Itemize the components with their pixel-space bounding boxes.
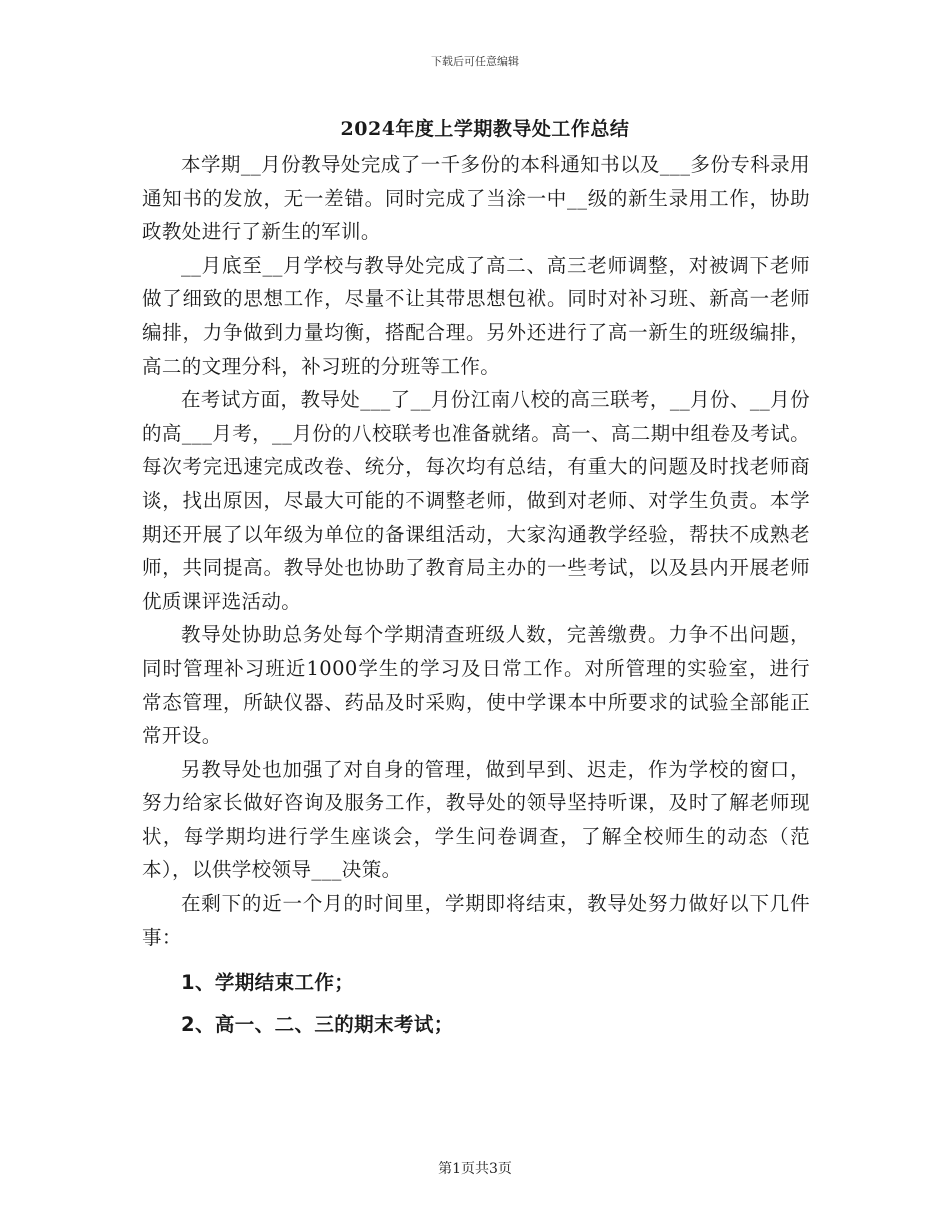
document-title: 2024年度上学期教导处工作总结: [340, 118, 630, 140]
document-body: [142, 148, 810, 1041]
list-item-1: 1、学期结束工作；: [181, 971, 355, 995]
paragraph-6: 在剩下的近一个月的时间里，学期即将结束，教导处努力做好以下几件事：: [142, 892, 810, 949]
paragraph-3: 在考试方面，教导处___了__月份江南八校的高三联考，__月份、__月份的高___月考，__月份的八校联考也准备就绪。高一、高二期中组卷及考试。每次考完迅速完成改卷、统分，每次均有总结，有重大的问题及时找老师商谈，找出原因，尽最大可能的不调整老师，做到对老师、对学生负责。本学期还开展了以年级为单位的备课组活动，大家沟通教学经验，帮扶不成熟老师，共同提高。教导处也协助了教育局主办的一些考试，以及县内开展老师优质课评选活动。: [142, 388, 810, 613]
paragraph-1: 本学期__月份教导处完成了一千多份的本科通知书以及___多份专科录用通知书的发放，无一差错。同时完成了当涂一中__级的新生录用工作，协助政教处进行了新生的军训。: [142, 153, 810, 244]
paragraph-5: 另教导处也加强了对自身的管理，做到早到、迟走，作为学校的窗口，努力给家长做好咨询及服务工作，教导处的领导坚持听课，及时了解老师现状，每学期均进行学生座谈会，学生问卷调查，了解全校师生的动态（范本），以供学校领导___决策。: [142, 757, 810, 882]
paragraph-2: __月底至__月学校与教导处完成了高二、高三老师调整，对被调下老师做了细致的思想工作，尽量不让其带思想包袱。同时对补习班、新高一老师编排，力争做到力量均衡，搭配合理。另外还进行了高一新生的班级编排，高二的文理分科，补习班的分班等工作。: [142, 253, 810, 378]
paragraph-4: 教导处协助总务处每个学期清查班级人数，完善缴费。力争不出问题，同时管理补习班近1000学生的学习及日常工作。对所管理的实验室，进行常态管理，所缺仪器、药品及时采购，使中学课本中所要求的试验全部能正常开设。: [142, 623, 810, 748]
header-note: 下载后可任意编辑: [431, 55, 519, 68]
list-item-2: 2、高一、二、三的期末考试；: [181, 1012, 454, 1036]
page-number: 第1页共3页: [438, 1161, 512, 1177]
